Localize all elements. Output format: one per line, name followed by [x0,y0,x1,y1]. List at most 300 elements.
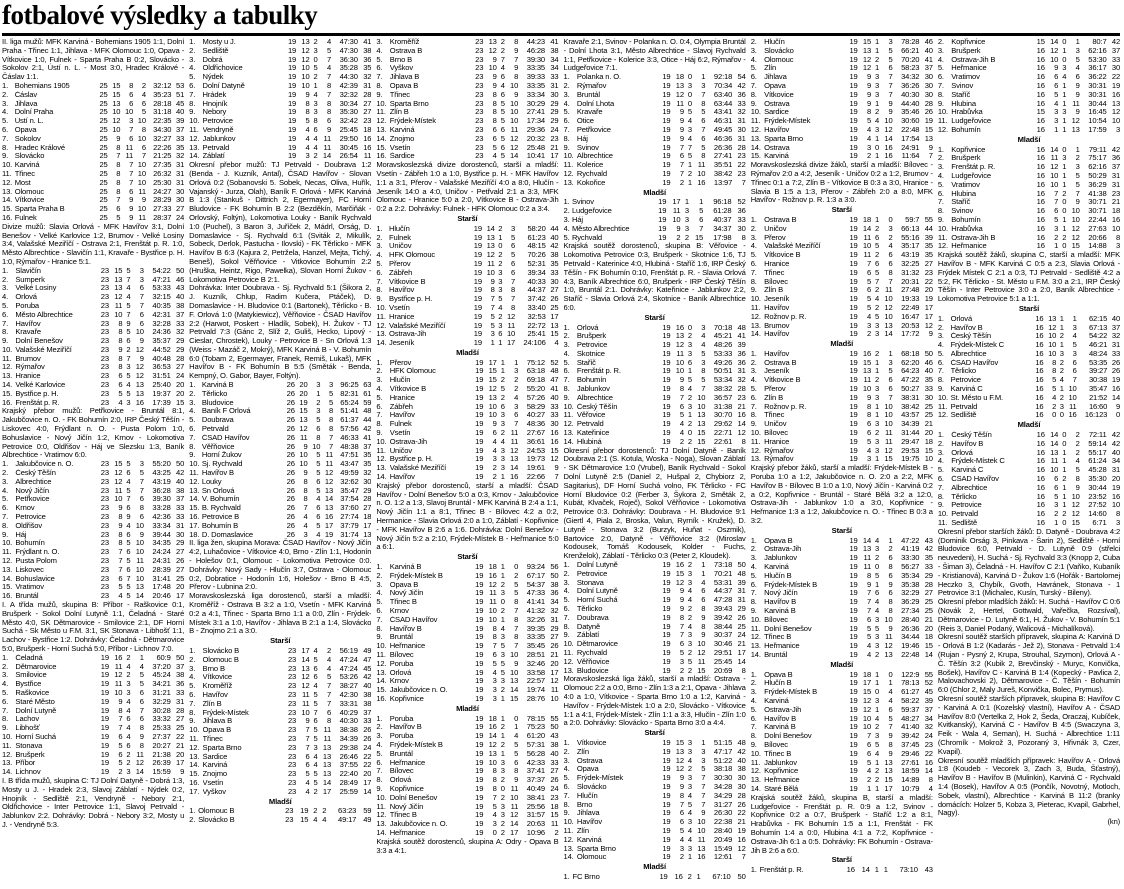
team-name: Svinov [951,207,974,216]
table-cell: 13. [563,843,574,853]
table-cell: 19 [849,285,858,295]
table-cell: 19 [473,285,482,295]
table-cell: 42 [924,544,933,554]
team-name: Jihlava B [389,73,420,82]
table-cell: 16 [1036,518,1045,528]
table-cell: 19 [475,792,484,802]
table-cell: 6 [1075,72,1080,82]
table-cell: 12 [675,755,684,765]
table-cell: 10. [189,725,200,735]
table-cell: 4. [376,45,383,55]
table-cell: 4 [1062,72,1067,82]
table-cell: 16 [1036,509,1045,519]
table-cell: 7 [514,419,519,429]
table-cell: 19 [475,713,484,723]
table-cell: 19 [662,410,671,420]
table-cell: 6 [118,749,123,759]
table-cell: 5 [500,116,505,126]
table-cell: 5 [679,647,684,657]
table-cell: 70:26 [527,250,546,260]
table-cell: 8 [741,232,746,242]
table-cell: 15 [924,641,933,651]
table-cell: 5. [189,415,196,425]
table-cell: 10 [114,687,123,697]
table-cell: 27 [363,98,372,108]
table-cell: 5 [490,311,495,321]
table-cell: 19 [849,89,858,99]
table-cell: 96:18 [713,197,732,207]
table-cell: 8 [492,623,497,633]
table-cell: 19:33 [901,294,920,304]
table-cell: 35 [363,63,372,73]
table-cell: 23 [737,151,746,161]
team-name: Frýdek-Místek C [951,457,1005,466]
table-cell: 30 [737,223,746,233]
table-cell: 4. [750,375,757,385]
table-cell: 43 [176,283,185,293]
team-name: Frýdlant n. O. [15,548,60,557]
table-cell: 5 [500,667,505,677]
table-cell: 27:48 [901,285,920,295]
table-cell: 11 [697,160,706,170]
table-cell: 28:76 [526,693,546,703]
table-cell: 8 [305,107,310,117]
table-cell: 10. [2,538,13,548]
table-cell: 25 [99,80,108,90]
table-cell: 11. [750,116,761,126]
table-cell: 25 [99,89,108,99]
table-cell: 13 [363,529,372,539]
table-cell: 14. [2,767,13,777]
table-cell: 5 [316,450,321,460]
table-cell: 24 [737,630,746,640]
table-cell: 11. [376,311,386,321]
table-cell: 5 [699,206,704,216]
table-cell: 30:31 [1088,80,1107,90]
table-cell: 11 [884,632,893,642]
table-cell: 5 [316,520,321,530]
table-cell: 10 [862,722,872,732]
team-name: Karviná [764,696,789,705]
table-cell: 4 [126,380,131,390]
table-cell: 13 [675,746,684,756]
table-cell: 1 [1059,322,1064,332]
table-cell: 7 [139,705,144,715]
table-cell: 3 [875,80,880,90]
table-cell: 6. [750,392,757,402]
table-cell: 55 [924,214,933,224]
team-name: Uničov [389,242,412,251]
table-cell: 19 [100,705,109,715]
table-cell: 23 [100,318,109,328]
table-cell: 19 [662,773,671,783]
table-cell: 10 [488,614,497,624]
table-cell: 5 [492,801,497,811]
table-cell: 26:39 [152,758,171,768]
table-cell: 7 [888,72,893,82]
table-cell: 6 [1054,474,1059,484]
table-cell: 10:79 [901,783,920,793]
table-cell: 12 [301,672,310,682]
table-cell: 4 [313,133,318,143]
table-cell: 59:7 [905,214,920,224]
table-cell: 12. [750,311,761,321]
table-cell: 1 [875,214,880,224]
team-name: HFK Olomouc [389,367,436,376]
table-cell: 2 [313,72,318,82]
table-cell: 48:27 [901,713,920,723]
table-cell: 1 [1059,340,1064,350]
table-cell: 19 [100,687,109,697]
table-cell: 8 [303,485,308,495]
table-cell: 13. [750,775,761,785]
table-cell: 1 [883,865,888,875]
table-cell: 14 [924,649,933,659]
table-cell: 25 [99,107,108,117]
table-cell: 19 [473,250,482,260]
table-cell: 10 [1071,214,1080,224]
table-cell: 16 [1035,384,1044,394]
table-cell: 47:22 [901,375,920,385]
team-name: Ludgeřovice [951,117,991,126]
table-cell: 36 [1111,153,1121,163]
table-cell: 6 [1054,72,1059,82]
table-cell: 19 [475,392,484,402]
report-text: Okresní soutěž starších přípravek, skupina A: Karviná D - Orlová B 1:2 (Kadarás - Jež 2), Stonava - Petrvald 1:4 (Rujan - Pysný 2, Krupa, Strouhal, Szymon), Orlová A - Č. Těšín 3:2 (Kubik 2, Brevčinský - Muryc, Konvička, Bošek), Havířov C - Karviná B 1:4 (Kopecký - Pavlica 2, Malovachovski 2), Dětmarovice - Č. Těšín - Bohumín 6:0 (Chlor 2, Maly Jureš, Konvička, Bolec, Prymus). [937,632,1121,695]
table-cell: 14. [376,676,387,686]
table-cell: 4 [118,591,123,601]
standings-table [189,38,371,161]
table-cell: 16 [1036,223,1045,233]
standings-table [189,807,371,825]
team-name: Ostrava B [764,358,797,367]
table-cell: 5 [1052,384,1057,394]
table-cell: 19 [849,562,858,572]
table-cell: 3. [937,162,944,172]
table-cell: 22:72 [527,320,546,330]
table-cell: 11 [863,232,872,242]
column-3 [376,38,558,886]
table-cell: 12. [750,632,761,642]
table-cell: 9 [679,773,684,783]
team-name: Vsetín [389,143,411,152]
table-cell: 13 [322,742,332,752]
table-cell: 3 [329,380,334,390]
table-cell: 35 [363,450,372,460]
table-cell: 36 [176,679,185,689]
table-cell: 0 [875,142,880,152]
standings-table [2,82,184,223]
table-cell: 4. [750,241,757,251]
table-cell: 6 [141,98,146,108]
table-cell: 42 [550,241,559,251]
table-cell: 8 [679,790,684,800]
table-cell: 7 [679,160,684,170]
table-cell: 53:33 [713,348,733,358]
table-cell: 23 [475,98,484,108]
table-cell: 12 [114,670,123,680]
table-cell: 10. [189,459,200,469]
table-cell: 10 [137,160,146,170]
table-cell: 19 [849,276,858,286]
table-cell: 1 [875,45,880,55]
table-cell: 1. [750,669,757,679]
table-cell: 15. [376,142,387,152]
table-cell: 8 [1052,366,1057,376]
table-cell: 19 [662,737,671,747]
team-name: Jablunkov [764,758,797,767]
table-cell: 22 [363,760,372,770]
table-cell: 66:13 [901,223,920,233]
table-cell: 30:34 [339,98,358,108]
table-cell: 57:31 [526,739,546,749]
table-cell: 4 [888,695,893,705]
standings-table [2,460,184,601]
table-cell: 1 [500,693,505,703]
table-cell: 16 [1036,214,1045,224]
table-cell: 30:28 [152,705,171,715]
table-cell: 12. [937,241,948,251]
table-cell: 16 [697,852,706,862]
table-cell: 17:54 [901,133,920,143]
table-cell: 16 [1035,340,1044,350]
team-name: Frenštát p. R. [951,163,996,172]
table-cell: 18 [1111,206,1121,216]
table-cell: 0 [492,827,497,837]
table-cell: 33 [737,214,746,224]
table-cell: 23 [287,777,297,787]
table-cell: 19 [473,276,482,286]
table-cell: 9 [701,808,706,818]
table-cell: 17:98 [713,232,732,242]
table-cell: 26 [550,775,559,785]
table-cell: 4 [1054,98,1059,108]
table-cell: 58:20 [527,223,546,233]
table-cell: 19 [299,397,308,407]
table-cell: 19 [662,116,671,126]
table-cell: 40:33 [527,276,546,286]
table-cell: 12 [301,681,310,691]
table-cell: 1 [500,614,505,624]
standings-table [564,561,746,675]
team-name: Dětmarovice [15,662,57,671]
table-cell: 3 [1062,107,1067,117]
table-cell: 13. [376,819,387,829]
table-cell: 19 [849,632,858,642]
table-cell: 6 [118,371,123,381]
table-cell: 12 [1111,107,1121,117]
table-cell: 16 [1036,430,1045,440]
table-cell: 8 [492,98,497,108]
table-cell: 30:44 [1088,482,1107,492]
table-cell: 19 [475,454,484,464]
table-cell: 10. [376,641,387,651]
team-name: Uničov [764,224,787,233]
table-cell: 5 [514,579,519,589]
table-cell: 36:26 [901,80,920,90]
table-cell: 47:51 [340,450,359,460]
team-name: Karviná C [951,466,984,475]
table-cell: 7 [126,274,131,284]
table-cell: 5 [313,725,318,735]
table-cell: 39:44 [152,529,171,539]
table-cell: 6 [129,133,134,143]
table-cell: 4 [867,766,872,776]
table-cell: 11 [507,320,516,330]
table-cell: 27:34 [901,606,920,615]
team-name: Petřkovice [576,125,611,134]
table-cell: 19 [662,630,671,640]
table-cell: 10. [563,151,574,161]
table-cell: 10 [550,693,559,703]
team-name: Hlučín B [764,571,792,580]
table-cell: 22:61 [713,436,733,446]
team-name: Hlubina [951,189,976,198]
table-cell: 15 [550,445,559,455]
table-cell: 29:36 [526,124,546,134]
table-cell: 48:26 [713,340,733,350]
table-cell: 14:89 [901,775,920,785]
table-cell: 12. [376,658,387,668]
team-name: Vsetín [389,303,410,312]
table-cell: 10. [376,436,387,446]
table-cell: 7 [701,124,706,134]
table-cell: 2 [500,38,505,46]
table-cell: 3. [189,397,196,407]
table-row [189,816,371,825]
team-name: Těrlicko [201,389,228,398]
table-cell: 13 [884,757,893,767]
table-cell: 13 [488,392,497,402]
table-cell: 41 [550,384,559,394]
table-cell: 11 [325,450,334,460]
table-cell: 8 [741,665,746,675]
table-cell: 19 [849,544,858,554]
table-cell: 6. [189,80,196,90]
table-cell: 10 [510,667,519,677]
column-5 [751,38,933,886]
table-cell: 2. [376,232,383,242]
table-cell: 50 [176,652,185,662]
table-cell: 8 [116,142,121,152]
table-cell: 7 [511,276,516,286]
table-cell: 3. [563,755,570,765]
table-cell: 4. [750,562,757,572]
table-cell: 23 [924,267,933,277]
table-cell: 56:27 [901,562,920,572]
table-cell: 3 [875,89,880,99]
table-cell: 7 [679,621,684,631]
team-name: Ostrava [764,143,790,152]
team-name: Ostrava-Jih [764,705,802,714]
table-row [751,330,933,339]
table-cell: 56:28 [526,748,546,758]
table-cell: 2 [316,397,321,407]
table-cell: 31 [176,177,185,187]
table-cell: 7. [189,89,196,99]
team-name: Vítkovice [764,90,794,99]
table-cell: 10 [135,327,144,337]
table-cell: 13 [135,388,144,398]
table-cell: 19 [287,107,297,117]
table-cell: 9 [118,696,123,706]
table-cell: 11 [1050,456,1059,466]
team-name: Mosty u J. [202,38,236,46]
table-cell: 19 [849,133,858,143]
table-cell: 13 [135,582,144,592]
table-cell: 8 [329,424,334,434]
table-cell: 3 [1075,45,1080,55]
team-name: Nový Jičín [389,589,424,598]
team-name: Hrabůvka [951,108,983,117]
table-cell: 22:44 [1088,214,1107,224]
table-cell: 26 [286,406,295,416]
team-name: Slavičín [15,266,41,275]
table-cell: 3 [687,746,692,756]
table-cell: 13 [884,649,893,659]
table-cell: 30:45 [339,142,358,152]
team-name: Třinec [202,734,223,743]
table-cell: 7 [326,689,332,699]
table-cell: 3 [1054,116,1059,126]
table-cell: 1 [874,865,879,875]
team-name: Město Albrechtice [15,310,73,319]
table-cell: 7 [867,731,872,741]
team-name: Most [14,178,31,187]
table-cell: 5 [126,371,131,381]
table-cell: 19 [100,731,109,741]
table-cell: 3 [514,401,519,411]
table-cell: 31 [176,696,185,706]
team-name: Havířov [764,349,790,358]
table-cell: 23 [287,716,297,726]
table-cell: 8 [492,116,497,126]
table-cell: 2 [313,151,318,161]
table-cell: 35:46 [901,107,920,117]
table-cell: 11 [114,661,123,671]
table-cell: 19 [662,436,671,446]
table-cell: 4 [313,142,318,152]
table-cell: 23 [287,689,297,699]
table-cell: 2 [1075,153,1080,163]
table-cell: 12 [488,579,497,589]
table-cell: 22:48 [901,649,920,659]
team-name: Třinec [389,90,410,99]
team-name: Příbor [15,759,36,768]
table-cell: 19 [662,348,671,358]
table-cell: 51:41 [340,406,359,416]
table-cell: 19 [849,579,858,589]
team-name: Čeladná [15,653,43,662]
team-name: Heřmanice [389,642,426,651]
team-name: Zlín [764,64,777,73]
table-cell: 34:44 [901,632,920,642]
standings-table [2,654,184,777]
table-cell: 2 [687,331,692,341]
table-cell: 4 [326,663,332,673]
table-cell: 20 [924,623,933,633]
table-cell: 3 [875,614,880,624]
table-cell: 16 [1036,80,1045,90]
table-cell: 39 [924,232,933,242]
table-cell: 33:58 [526,667,546,677]
table-cell: 13. [563,428,574,438]
table-cell: 18 [675,72,684,82]
table-cell: 17:48 [152,582,171,592]
team-name: Frýdek-Místek B [389,740,443,749]
table-cell: 9. [563,630,570,640]
table-cell: 4 [126,520,131,530]
